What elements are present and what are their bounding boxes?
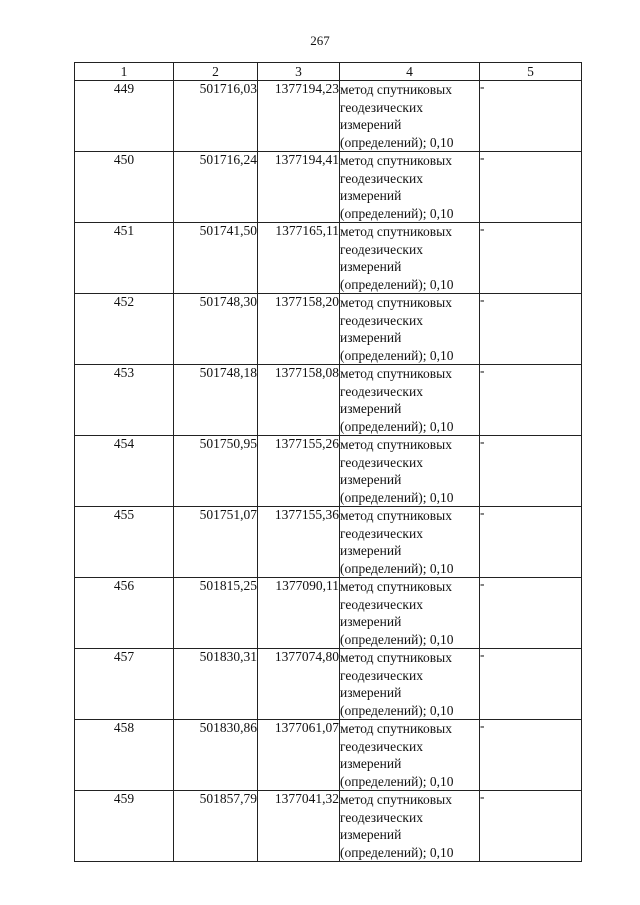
note-text: - [480, 434, 485, 449]
y-coordinate-cell: 1377090,11 [258, 578, 340, 649]
x-coordinate-cell: 501751,07 [174, 507, 258, 578]
page-number: 267 [310, 33, 330, 48]
method-cell: метод спутниковых геодезических измерений (определений); 0,10 [340, 152, 480, 223]
x-coordinate-cell: 501748,18 [174, 365, 258, 436]
y-coordinate-cell: 1377155,26 [258, 436, 340, 507]
x-coordinate-cell: 501750,95 [174, 436, 258, 507]
point-number-cell: 455 [75, 507, 174, 578]
point-number-cell: 456 [75, 578, 174, 649]
table-row [75, 436, 582, 507]
x-coordinate-cell: 501741,50 [174, 223, 258, 294]
note-cell [480, 791, 582, 862]
method-cell: метод спутниковых геодезических измерений (определений); 0,10 [340, 365, 480, 436]
header-col-5: 5 [480, 63, 582, 81]
point-number-cell: 450 [75, 152, 174, 223]
table-row [75, 152, 582, 223]
x-coordinate-cell: 501716,03 [174, 81, 258, 152]
note-cell [480, 507, 582, 578]
table-row [75, 81, 582, 152]
note-text: - [480, 221, 485, 236]
note-text: - [480, 576, 485, 591]
method-cell: метод спутниковых геодезических измерений (определений); 0,10 [340, 720, 480, 791]
y-coordinate-cell: 1377158,20 [258, 294, 340, 365]
header-col-1: 1 [75, 63, 174, 81]
note-text: - [480, 647, 485, 662]
note-cell [480, 365, 582, 436]
table-row [75, 223, 582, 294]
point-number-cell: 454 [75, 436, 174, 507]
note-text: - [480, 789, 485, 804]
header-col-2: 2 [174, 63, 258, 81]
method-cell: метод спутниковых геодезических измерений (определений); 0,10 [340, 649, 480, 720]
table-row [75, 649, 582, 720]
method-cell: метод спутниковых геодезических измерений (определений); 0,10 [340, 81, 480, 152]
method-cell: метод спутниковых геодезических измерений (определений); 0,10 [340, 507, 480, 578]
table-row [75, 791, 582, 862]
note-cell [480, 436, 582, 507]
y-coordinate-cell: 1377074,80 [258, 649, 340, 720]
method-cell: метод спутниковых геодезических измерений (определений); 0,10 [340, 578, 480, 649]
table-header-row [75, 63, 582, 81]
note-text: - [480, 363, 485, 378]
table-row [75, 578, 582, 649]
point-number-cell: 459 [75, 791, 174, 862]
y-coordinate-cell: 1377165,11 [258, 223, 340, 294]
x-coordinate-cell: 501830,86 [174, 720, 258, 791]
note-text: - [480, 150, 485, 165]
y-coordinate-cell: 1377158,08 [258, 365, 340, 436]
table-row [75, 294, 582, 365]
point-number-cell: 452 [75, 294, 174, 365]
x-coordinate-cell: 501815,25 [174, 578, 258, 649]
method-cell: метод спутниковых геодезических измерений (определений); 0,10 [340, 294, 480, 365]
table-row [75, 720, 582, 791]
point-number-cell: 457 [75, 649, 174, 720]
point-number-cell: 453 [75, 365, 174, 436]
method-cell: метод спутниковых геодезических измерений (определений); 0,10 [340, 791, 480, 862]
note-cell [480, 152, 582, 223]
point-number-cell: 449 [75, 81, 174, 152]
header-col-3: 3 [258, 63, 340, 81]
note-cell [480, 223, 582, 294]
method-cell: метод спутниковых геодезических измерений (определений); 0,10 [340, 223, 480, 294]
y-coordinate-cell: 1377061,07 [258, 720, 340, 791]
note-text: - [480, 79, 485, 94]
note-text: - [480, 718, 485, 733]
note-cell [480, 578, 582, 649]
method-cell: метод спутниковых геодезических измерений (определений); 0,10 [340, 436, 480, 507]
note-text: - [480, 292, 485, 307]
point-number-cell: 451 [75, 223, 174, 294]
y-coordinate-cell: 1377155,36 [258, 507, 340, 578]
y-coordinate-cell: 1377194,41 [258, 152, 340, 223]
x-coordinate-cell: 501716,24 [174, 152, 258, 223]
coordinates-table [74, 62, 582, 862]
x-coordinate-cell: 501748,30 [174, 294, 258, 365]
note-cell [480, 720, 582, 791]
header-col-4: 4 [340, 63, 480, 81]
y-coordinate-cell: 1377041,32 [258, 791, 340, 862]
y-coordinate-cell: 1377194,23 [258, 81, 340, 152]
note-cell [480, 294, 582, 365]
note-cell [480, 81, 582, 152]
x-coordinate-cell: 501830,31 [174, 649, 258, 720]
x-coordinate-cell: 501857,79 [174, 791, 258, 862]
table-row [75, 507, 582, 578]
table-row [75, 365, 582, 436]
note-cell [480, 649, 582, 720]
point-number-cell: 458 [75, 720, 174, 791]
note-text: - [480, 505, 485, 520]
